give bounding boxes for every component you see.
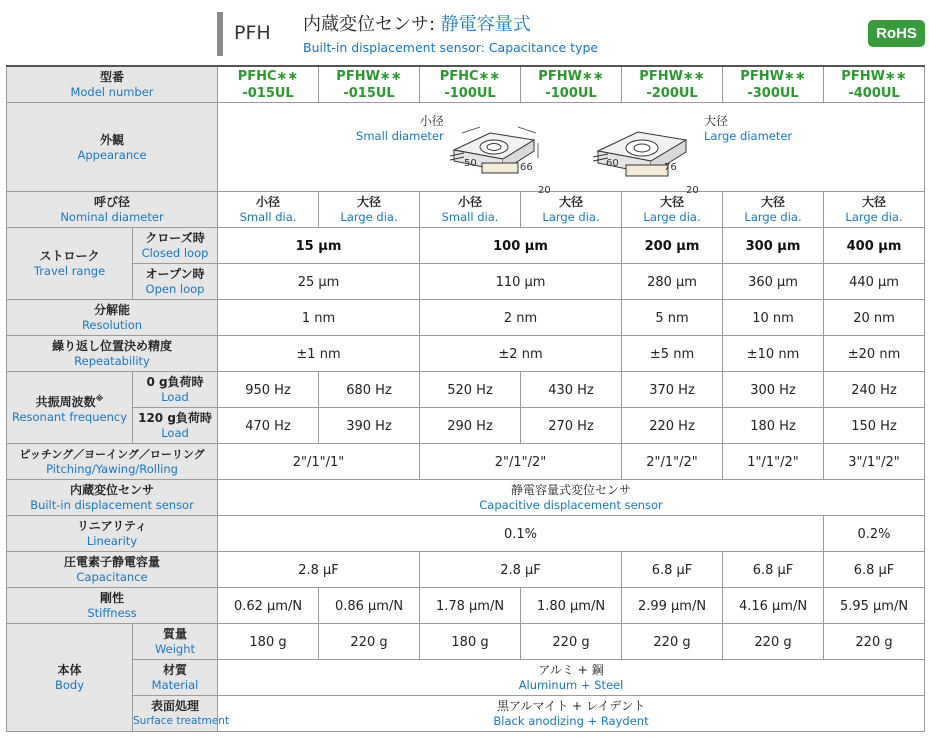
nominal-cell: 大径 Large dia. [723,192,824,228]
stiffness-value: 4.16 µm/N [723,588,824,624]
load120-value: 220 Hz [622,408,723,444]
model-cell: PFHW∗∗ -015UL [319,66,420,103]
label-closed-loop: クローズ時 Closed loop [133,228,218,264]
product-code: PFH [234,22,271,44]
label-repeatability: 繰り返し位置決め精度 Repeatability [7,336,218,372]
small-dim-1: 50 [464,158,477,169]
surface-value: 黒アルマイト + レイデント Black anodizing + Raydent [218,696,925,732]
label-resolution: 分解能 Resolution [7,300,218,336]
nominal-cell: 大径 Large dia. [824,192,925,228]
open-value: 25 µm [218,264,420,300]
row-sensor [7,480,925,516]
label-pyr: ピッチング／ヨーイング／ローリング Pitching/Yawing/Rolling [7,444,218,480]
resolution-value: 1 nm [218,300,420,336]
stage-drawings [218,103,925,196]
model-cell: PFHW∗∗ -200UL [622,66,723,103]
load0-value: 950 Hz [218,372,319,408]
header [0,0,929,64]
load120-value: 470 Hz [218,408,319,444]
row-model [7,66,925,103]
stiffness-value: 2.99 µm/N [622,588,723,624]
pyr-value: 2"/1"/2" [622,444,723,480]
label-resonant: 共振周波数※ Resonant frequency [7,372,133,444]
row-weight [7,624,925,660]
model-cell: PFHW∗∗ -100UL [521,66,622,103]
pyr-value: 2"/1"/1" [218,444,420,480]
stiffness-value: 1.78 µm/N [420,588,521,624]
capacitance-value: 2.8 µF [218,552,420,588]
nominal-cell: 大径 Large dia. [319,192,420,228]
label-weight: 質量 Weight [133,624,218,660]
label-body: 本体 Body [7,624,133,732]
weight-value: 180 g [218,624,319,660]
capacitance-value: 2.8 µF [420,552,622,588]
repeatability-value: ±20 nm [824,336,925,372]
load120-value: 390 Hz [319,408,420,444]
resolution-value: 5 nm [622,300,723,336]
stiffness-value: 0.86 µm/N [319,588,420,624]
label-model: 型番 Model number [7,66,218,103]
load120-value: 270 Hz [521,408,622,444]
small-dim-2: 66 [520,162,533,173]
stiffness-value: 1.80 µm/N [521,588,622,624]
large-dim-1: 60 [606,158,619,169]
label-sensor: 内蔵変位センサ Built-in displacement sensor [7,480,218,516]
large-dim-2: 76 [664,162,677,173]
closed-value: 300 µm [723,228,824,264]
label-load-0g: 0 g負荷時 Load [133,372,218,408]
repeatability-value: ±10 nm [723,336,824,372]
load0-value: 240 Hz [824,372,925,408]
row-pyr [7,444,925,480]
label-nominal: 呼び径 Nominal diameter [7,192,218,228]
model-cell: PFHC∗∗ -100UL [420,66,521,103]
nominal-cell: 大径 Large dia. [622,192,723,228]
row-appearance [7,103,925,192]
small-dim-3: 20 [538,185,551,196]
label-surface: 表面処理 Surface treatment [133,696,218,732]
load120-value: 150 Hz [824,408,925,444]
stiffness-value: 5.95 µm/N [824,588,925,624]
open-value: 440 µm [824,264,925,300]
model-cell: PFHC∗∗ -015UL [218,66,319,103]
weight-value: 220 g [521,624,622,660]
load0-value: 520 Hz [420,372,521,408]
row-capacitance [7,552,925,588]
label-open-loop: オープン時 Open loop [133,264,218,300]
header-accent-bar [217,12,223,56]
row-stroke-open [7,264,925,300]
nominal-cell: 大径 Large dia. [521,192,622,228]
spec-table [6,65,925,732]
load0-value: 430 Hz [521,372,622,408]
material-value: アルミ + 鋼 Aluminum + Steel [218,660,925,696]
load0-value: 680 Hz [319,372,420,408]
row-resonant-0g [7,372,925,408]
title-accent: 静電容量式 [440,14,531,35]
pyr-value: 3"/1"/2" [824,444,925,480]
load120-value: 180 Hz [723,408,824,444]
capacitance-value: 6.8 µF [824,552,925,588]
closed-value: 200 µm [622,228,723,264]
resolution-value: 20 nm [824,300,925,336]
sensor-value: 静電容量式変位センサ Capacitive displacement sensor [218,480,925,516]
closed-value: 15 µm [218,228,420,264]
rohs-badge: RoHS [868,20,925,47]
weight-value: 220 g [622,624,723,660]
label-linearity: リニアリティ Linearity [7,516,218,552]
row-nominal [7,192,925,228]
pyr-value: 1"/1"/2" [723,444,824,480]
load0-value: 370 Hz [622,372,723,408]
open-value: 280 µm [622,264,723,300]
row-resonant-120g [7,408,925,444]
label-load-120g: 120 g負荷時 Load [133,408,218,444]
weight-value: 180 g [420,624,521,660]
repeatability-value: ±2 nm [420,336,622,372]
row-stiffness [7,588,925,624]
label-stiffness: 剛性 Stiffness [7,588,218,624]
open-value: 110 µm [420,264,622,300]
capacitance-value: 6.8 µF [723,552,824,588]
resolution-value: 2 nm [420,300,622,336]
large-diameter-label: 大径 Large diameter [704,114,793,143]
weight-value: 220 g [824,624,925,660]
capacitance-value: 6.8 µF [622,552,723,588]
large-dim-3: 20 [686,185,699,196]
row-surface [7,696,925,732]
label-material: 材質 Material [133,660,218,696]
row-resolution [7,300,925,336]
label-stroke: ストローク Travel range [7,228,133,300]
load0-value: 300 Hz [723,372,824,408]
appearance-cell [218,103,925,196]
title-prefix: 内蔵変位センサ: [303,14,441,35]
row-stroke-closed [7,228,925,264]
repeatability-value: ±5 nm [622,336,723,372]
page-subtitle: Built-in displacement sensor: Capacitance type [303,40,599,55]
repeatability-value: ±1 nm [218,336,420,372]
label-capacitance: 圧電素子静電容量 Capacitance [7,552,218,588]
model-cell: PFHW∗∗ -400UL [824,66,925,103]
row-linearity [7,516,925,552]
pyr-value: 2"/1"/2" [420,444,622,480]
open-value: 360 µm [723,264,824,300]
page-title [303,10,531,36]
nominal-cell: 小径 Small dia. [218,192,319,228]
load120-value: 290 Hz [420,408,521,444]
row-repeatability [7,336,925,372]
linearity-value: 0.1% [218,516,824,552]
nominal-cell: 小径 Small dia. [420,192,521,228]
row-material [7,660,925,696]
small-diameter-label: 小径 Small diameter [356,114,444,143]
closed-value: 400 µm [824,228,925,264]
weight-value: 220 g [723,624,824,660]
stiffness-value: 0.62 µm/N [218,588,319,624]
resolution-value: 10 nm [723,300,824,336]
label-appearance: 外観 Appearance [7,103,218,192]
linearity-value: 0.2% [824,516,925,552]
model-cell: PFHW∗∗ -300UL [723,66,824,103]
weight-value: 220 g [319,624,420,660]
closed-value: 100 µm [420,228,622,264]
